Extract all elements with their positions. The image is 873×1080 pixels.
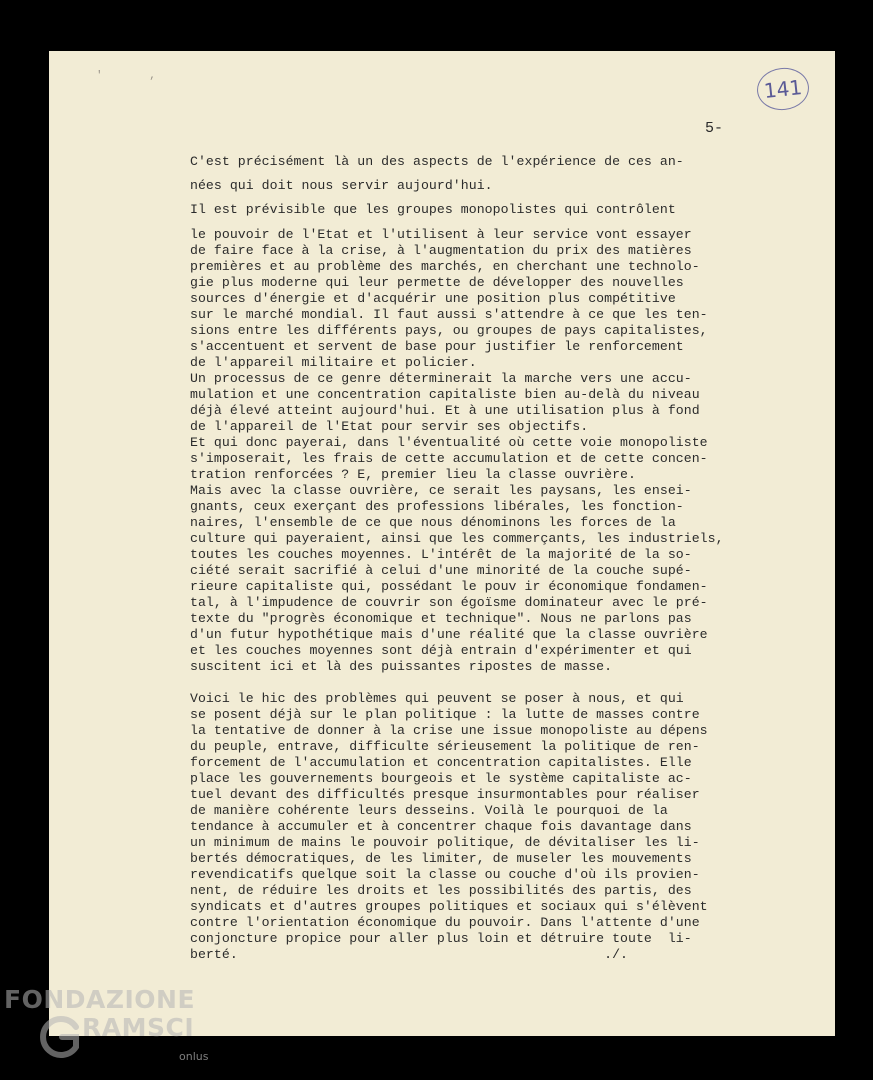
text-line: tendance à accumuler et à concentrer chaque fois davantage dans bbox=[190, 819, 692, 834]
text-line: suscitent ici et là des puissantes ripostes de masse. bbox=[190, 659, 613, 674]
text-line: forcement de l'accumulation et concentration capitalistes. Elle bbox=[190, 755, 692, 770]
text-line: la tentative de donner à la crise une issue monopoliste au dépens bbox=[190, 723, 708, 738]
text-line: de faire face à la crise, à l'augmentation du prix des matières bbox=[190, 243, 692, 258]
text-line: du peuple, entrave, difficulte sérieusement la politique de ren- bbox=[190, 739, 700, 754]
text-line: rieure capitaliste qui, possédant le pouv ir économique fondamen- bbox=[190, 579, 708, 594]
text-line: premières et au problème des marchés, en cherchant une technolo- bbox=[190, 259, 700, 274]
text-line: revendicatifs quelque soit la classe ou couche d'où ils provien- bbox=[190, 867, 700, 882]
fondazione-gramsci-watermark bbox=[4, 985, 224, 1080]
text-line: mulation et une concentration capitaliste bien au-delà du niveau bbox=[190, 387, 700, 402]
text-line: nent, de réduire les droits et les possibilités des partis, des bbox=[190, 883, 692, 898]
text-line: texte du "progrès économique et technique". Nous ne parlons pas bbox=[190, 611, 692, 626]
text-line: se posent déjà sur le plan politique : la lutte de masses contre bbox=[190, 707, 700, 722]
watermark-line-2: RAMSCI bbox=[82, 1013, 195, 1042]
text-line: d'un futur hypothétique mais d'une réalité que la classe ouvrière bbox=[190, 627, 708, 642]
text-line: de l'appareil de l'Etat pour servir ses objectifs. bbox=[190, 419, 589, 434]
text-line: sur le marché mondial. Il faut aussi s'attendre à ce que les ten- bbox=[190, 307, 708, 322]
text-line: Il est prévisible que les groupes monopolistes qui contrôlent bbox=[190, 202, 676, 217]
text-line: tal, à l'impudence de couvrir son égoïsme dominateur avec le pré- bbox=[190, 595, 708, 610]
text-line: le pouvoir de l'Etat et l'utilisent à leur service vont essayer bbox=[190, 227, 692, 242]
text-line: conjoncture propice pour aller plus loin et détruire toute li- bbox=[190, 931, 692, 946]
text-line: s'accentuent et servent de base pour justifier le renforcement bbox=[190, 339, 684, 354]
text-line: sources d'énergie et d'acquérir une position plus compétitive bbox=[190, 291, 676, 306]
page-number: 5- bbox=[705, 120, 724, 137]
text-line: ciété serait sacrifié à celui d'une minorité de la couche supé- bbox=[190, 563, 692, 578]
text-line: de l'appareil militaire et policier. bbox=[190, 355, 477, 370]
text-line: gie plus moderne qui leur permette de développer des nouvelles bbox=[190, 275, 684, 290]
text-line: tuel devant des difficultés presque insurmontables pour réaliser bbox=[190, 787, 700, 802]
text-line: culture qui payeraient, ainsi que les commerçants, les industriels, bbox=[190, 531, 724, 546]
text-line: nées qui doit nous servir aujourd'hui. bbox=[190, 178, 493, 193]
corner-marks: ' , bbox=[96, 70, 176, 82]
text-line: déjà élevé atteint aujourd'hui. Et à une utilisation plus à fond bbox=[190, 403, 700, 418]
text-line: gnants, ceux exerçant des professions libérales, les fonction- bbox=[190, 499, 684, 514]
archive-number-stamp: 141 bbox=[755, 65, 811, 112]
text-line: s'imposerait, les frais de cette accumulation et de cette concen- bbox=[190, 451, 708, 466]
text-line: C'est précisément là un des aspects de l'expérience de ces an- bbox=[190, 154, 684, 169]
text-line: Voici le hic des problèmes qui peuvent se poser à nous, et qui bbox=[190, 691, 684, 706]
text-line: syndicats et d'autres groupes politiques et sociaux qui s'élèvent bbox=[190, 899, 708, 914]
watermark-subtitle: onlus bbox=[179, 1050, 209, 1063]
text-line: un minimum de mains le pouvoir politique, de dévitaliser les li- bbox=[190, 835, 700, 850]
text-line: tration renforcées ? E, premier lieu la classe ouvrière. bbox=[190, 467, 636, 482]
text-line: berté. ./. bbox=[190, 947, 629, 962]
text-line: toutes les couches moyennes. L'intérêt de la majorité de la so- bbox=[190, 547, 692, 562]
text-line: contre l'orientation économique du pouvoir. Dans l'attente d'une bbox=[190, 915, 700, 930]
text-line: Mais avec la classe ouvrière, ce serait les paysans, les ensei- bbox=[190, 483, 692, 498]
text-line: naires, l'ensemble de ce que nous dénominons les forces de la bbox=[190, 515, 676, 530]
text-line: de manière cohérente leurs desseins. Voilà le pourquoi de la bbox=[190, 803, 668, 818]
text-line: sions entre les différents pays, ou groupes de pays capitalistes, bbox=[190, 323, 708, 338]
text-line: Un processus de ce genre déterminerait la marche vers une accu- bbox=[190, 371, 692, 386]
text-line: place les gouvernements bourgeois et le système capitaliste ac- bbox=[190, 771, 692, 786]
watermark-line-1: FONDAZIONE bbox=[4, 985, 196, 1014]
gramsci-g-logo-icon bbox=[36, 1013, 84, 1061]
text-line: Et qui donc payerai, dans l'éventualité où cette voie monopoliste bbox=[190, 435, 708, 450]
text-line: et les couches moyennes sont déjà entrain d'expérimenter et qui bbox=[190, 643, 692, 658]
text-line: bertés démocratiques, de les limiter, de museler les mouvements bbox=[190, 851, 692, 866]
